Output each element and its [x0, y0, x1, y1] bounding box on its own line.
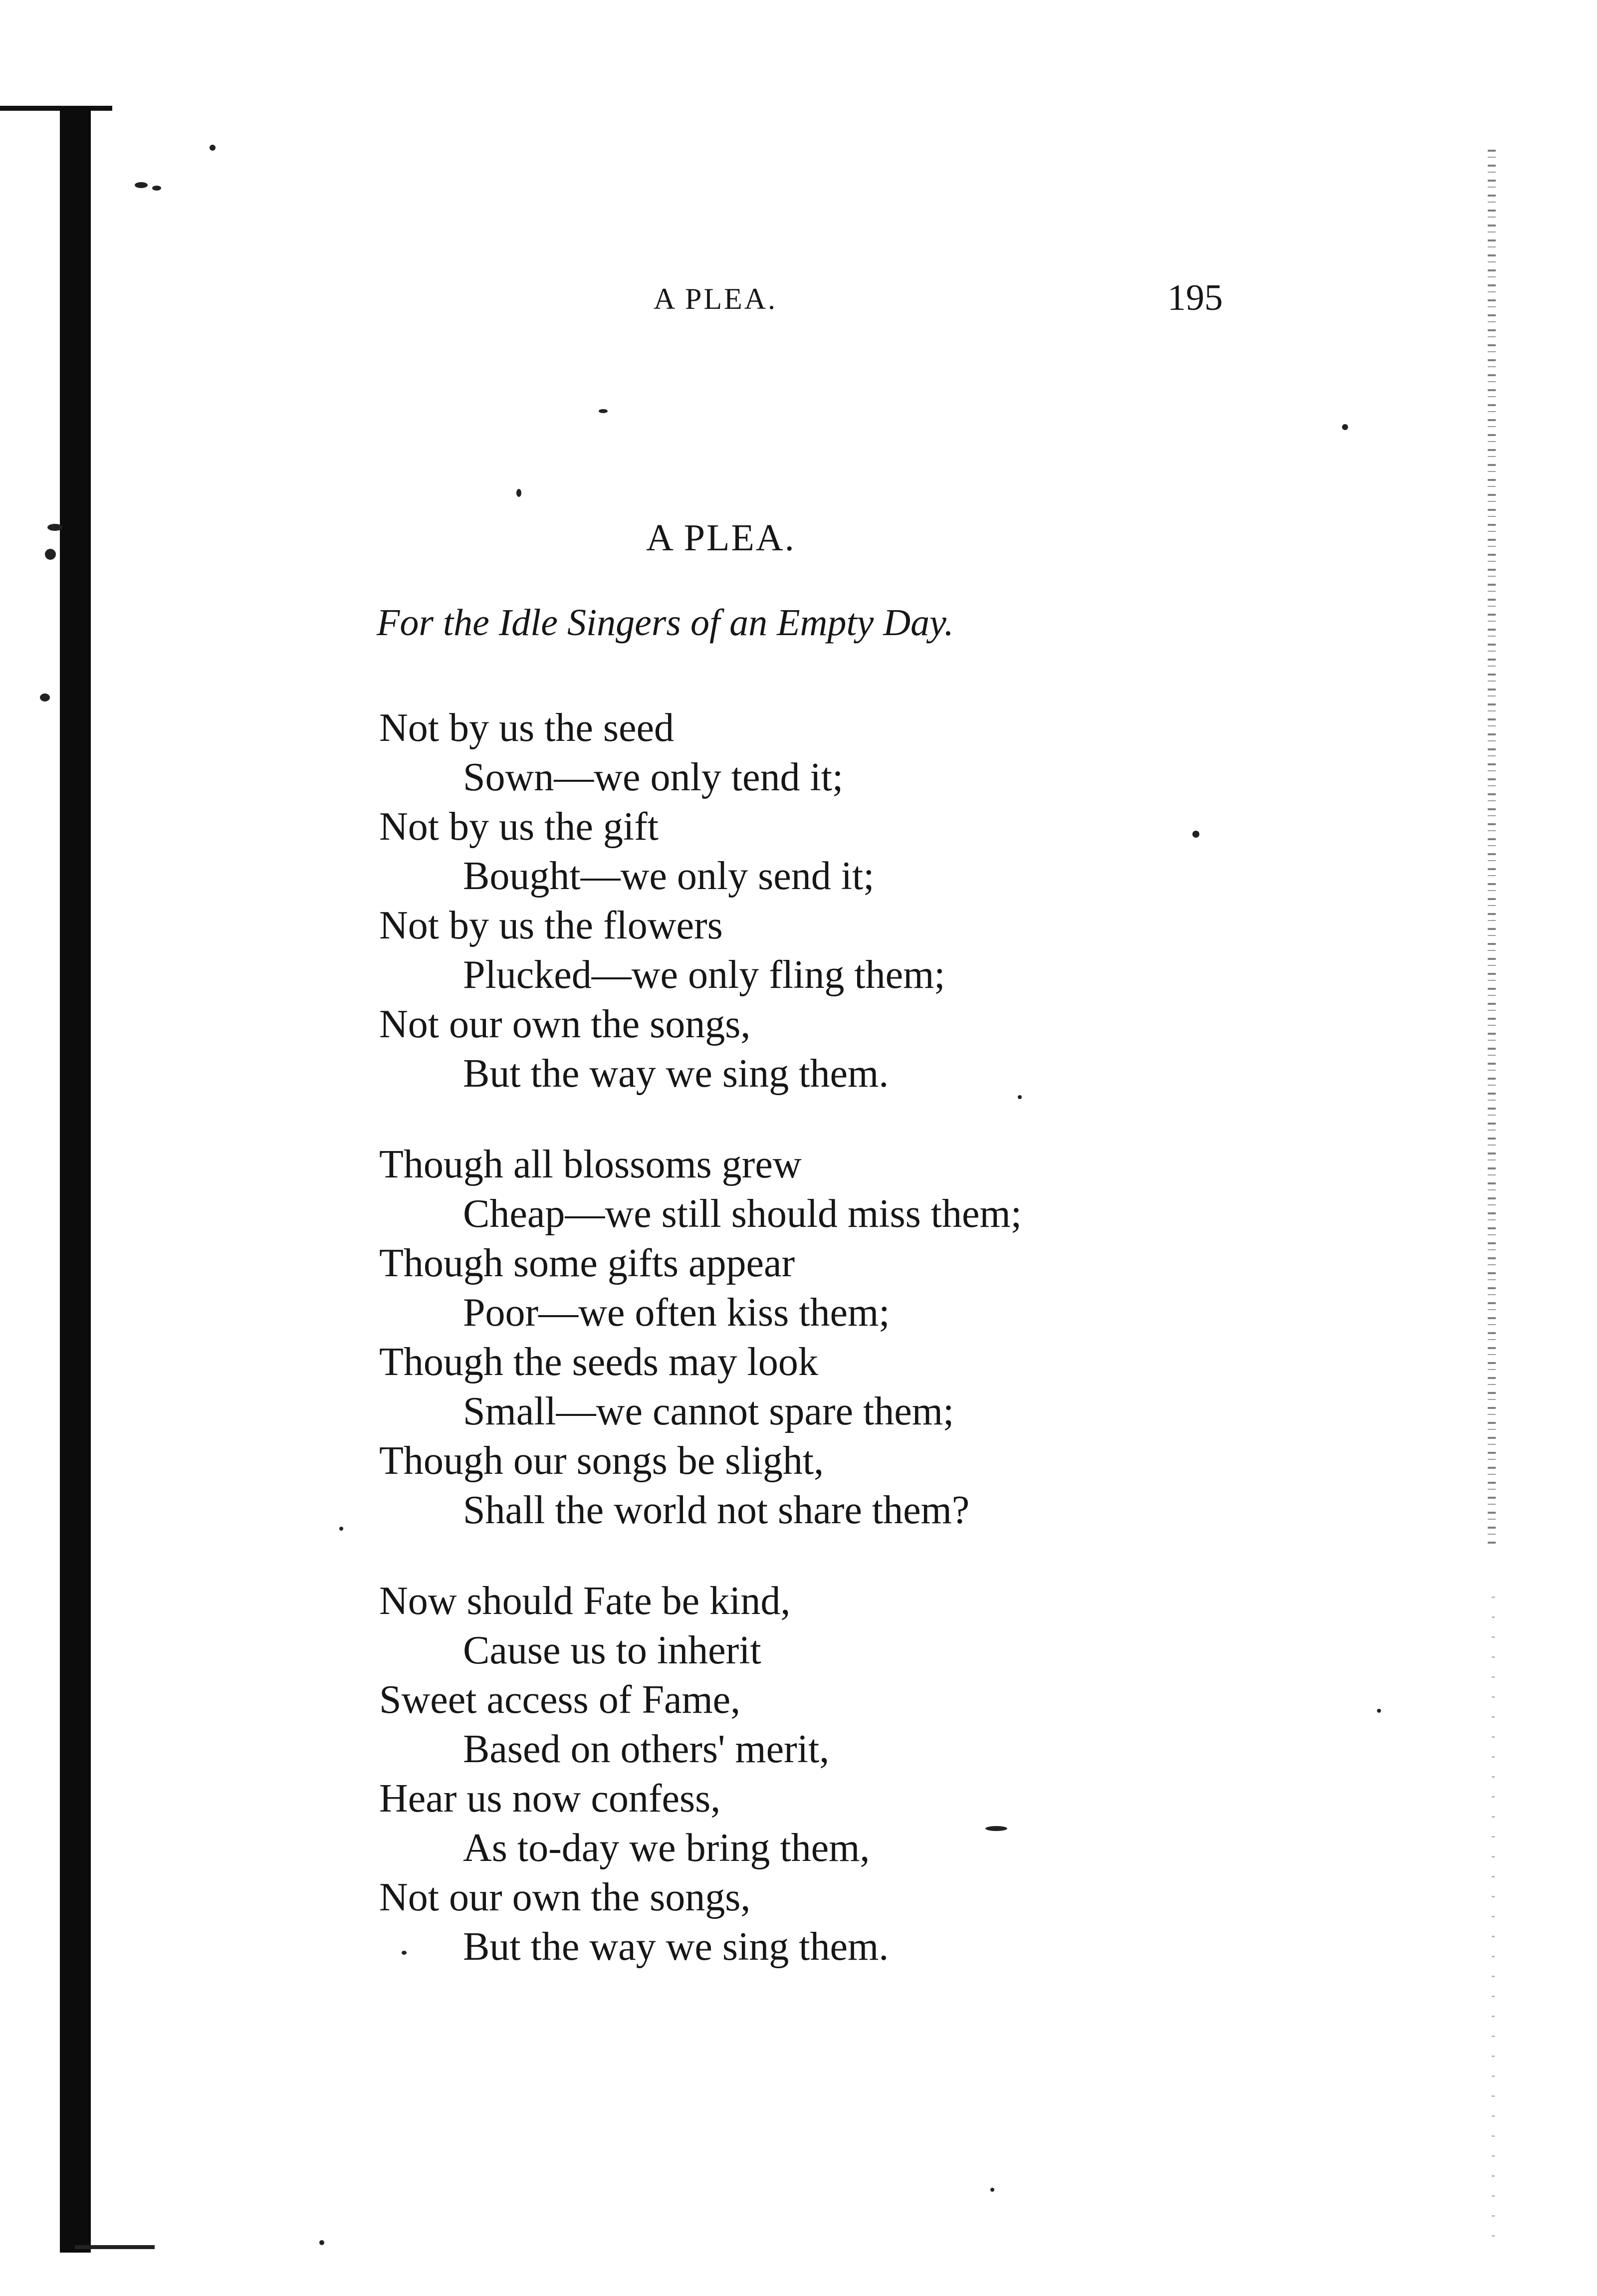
binding-edge-top [0, 106, 112, 111]
speck [1018, 1095, 1022, 1099]
stanza-3 [379, 1577, 889, 1972]
poem-line: Cause us to inherit [463, 1628, 761, 1672]
poem-line: Though the seeds may look [379, 1340, 818, 1384]
speck [1342, 424, 1348, 430]
poem-title: A PLEA. [646, 517, 796, 559]
poem-line: Poor—we often kiss them; [463, 1291, 890, 1335]
right-gutter-shadow-lower [1492, 1597, 1495, 2245]
poem-line: But the way we sing them. [463, 1925, 889, 1969]
poem-line: Not our own the songs, [379, 1875, 751, 1919]
poem-line: Though some gifts appear [379, 1241, 795, 1285]
speck [516, 489, 521, 497]
speck [339, 1527, 343, 1531]
poem-line: Not by us the seed [379, 706, 675, 750]
poem-line: Sweet access of Fame, [379, 1678, 741, 1722]
speck [599, 409, 608, 413]
poem-line: Small—we cannot spare them; [463, 1389, 954, 1433]
poem-line: Bought—we only send it; [463, 854, 875, 898]
speck [1192, 831, 1199, 838]
poem-line: As to-day we bring them, [463, 1826, 870, 1870]
poem-line: Not by us the flowers [379, 904, 723, 947]
poem-line: Though our songs be slight, [379, 1439, 824, 1483]
poem-line: Now should Fate be kind, [379, 1579, 791, 1623]
speck [47, 524, 62, 531]
speck [1377, 1709, 1381, 1713]
poem-line: Based on others' merit, [463, 1727, 830, 1771]
speck [319, 2240, 324, 2245]
poem-line: Though all blossoms grew [379, 1143, 802, 1186]
poem-line: Cheap—we still should miss them; [463, 1192, 1022, 1236]
stanza-1 [379, 703, 945, 1099]
running-title: A PLEA. [654, 282, 778, 315]
stanza-2 [379, 1140, 1022, 1535]
poem-line: Shall the world not share them? [463, 1488, 970, 1532]
speck [152, 186, 161, 191]
poem-line: Plucked—we only fling them; [463, 953, 945, 997]
speck [135, 182, 148, 188]
speck [985, 1826, 1007, 1831]
speck [990, 2188, 994, 2192]
page-number: 195 [1167, 277, 1223, 318]
speck [40, 693, 50, 701]
poem-line: Not by us the gift [379, 805, 659, 849]
speck [45, 549, 56, 560]
binding-edge [60, 107, 91, 2253]
right-gutter-shadow [1488, 150, 1496, 1547]
poem-subtitle: For the Idle Singers of an Empty Day. [377, 602, 954, 644]
poem-line: Hear us now confess, [379, 1777, 721, 1821]
speck [210, 145, 216, 151]
poem-line: But the way we sing them. [463, 1052, 889, 1096]
poem-line: Sown—we only tend it; [463, 755, 844, 799]
poem-line: Not our own the songs, [379, 1002, 751, 1046]
binding-edge-foot [75, 2245, 155, 2249]
